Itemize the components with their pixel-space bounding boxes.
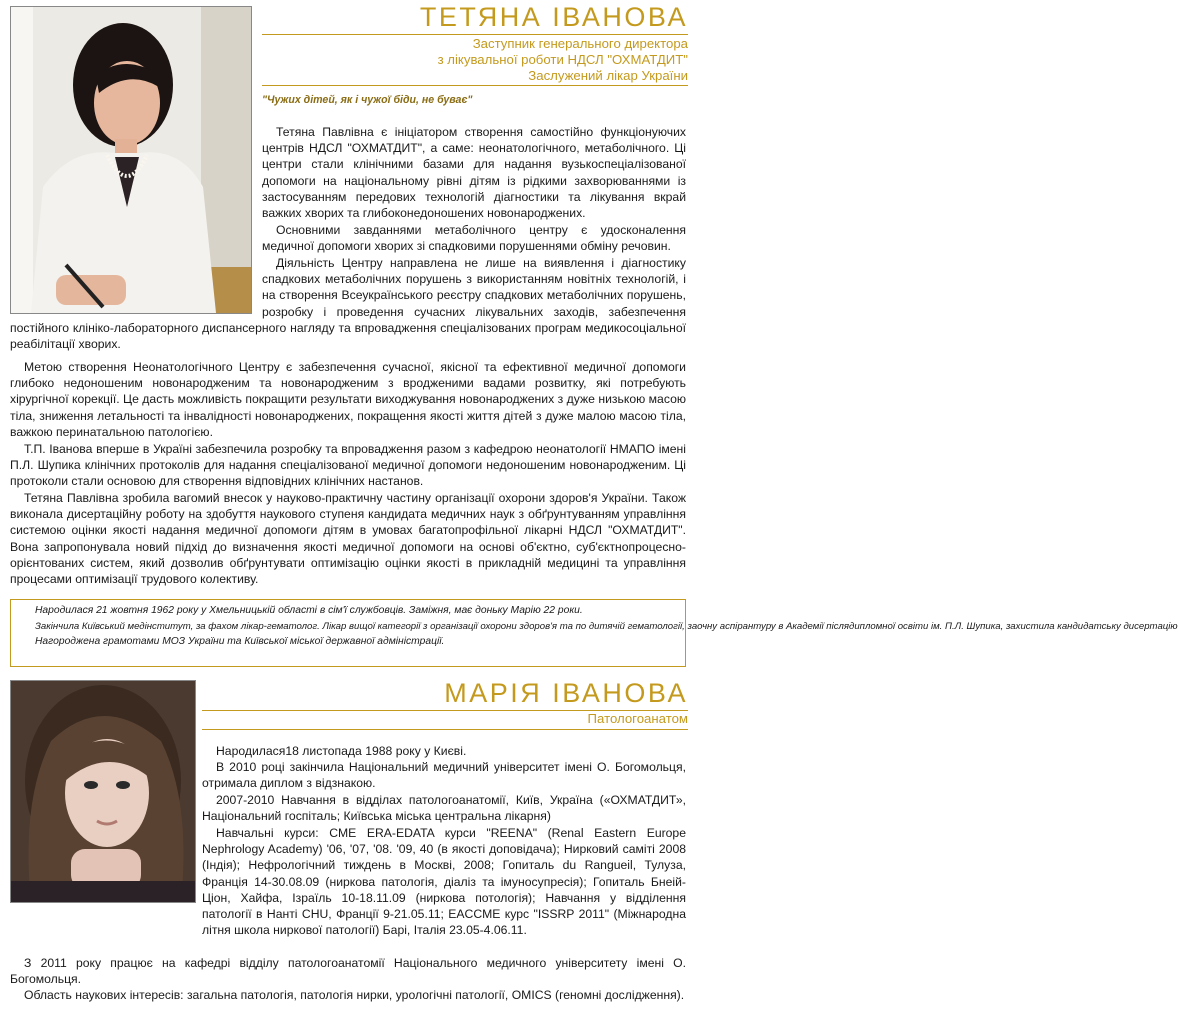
paragraph: 2007-2010 Навчання в відділах патологоанатомії, Київ, Україна («ОХМАТДИТ», Національний госпіталь; Київська міська центральна лікарня) [202, 793, 686, 824]
paragraph: Метою створення Неонатологічного Центру є забезпечення сучасної, якісної та ефективної медичної допомоги глибоко недоношеним новонародженим та новонародженим з вродженими вадами розвитку, які потребують хірургічної корекції. Це дасть можливість покращити результати виходжування новонароджених з дуже низькою масою тіла, зниження летальності та інвалідності новонароджених, покращення якості життя дітей з дуже малою масою тіла, важкою перинатальною патологією. [10, 360, 686, 439]
paragraph: Тетяна Павлівна є ініціатором створення самостійно функціонуючих центрів НДСЛ "ОХМАТДИТ", а саме: неонатологічного, метаболічного. Ці центри стали клінічними базами для надання вузькоспеціалізованої допомоги на національному рівні дітям із рідкими захворюваннями із застосуванням передових технологій діагностики та лікування вкрай важких хворих та глибоконедоношених новонароджених. [262, 125, 686, 221]
person-name: МАРІЯ ІВАНОВА [444, 678, 688, 708]
subtitle-line: Заслужений лікар України [528, 68, 688, 83]
bio-line: Нагороджена грамотами МОЗ України та Київської міської державної адміністрації. [35, 636, 445, 648]
paragraph: Навчальні курси: CME ERA-EDATA курси "REENA" (Renal Eastern Europe Nephrology Academy) '06, '07, '08. '09, 40 (в якості доповідача); Нирковий саміті 2008 (Індія); Нефрологічний тиждень в Москві, 2008; Гопиталь du Rangueil, Тулуза, Франція 14-30.08.09 (ниркова патологія, діаліз та імуносупресія); Гопиталь Бнеій-Ціон, Хайфа, Ізраїль 10-18.11.09 (ниркова потологія); Навчання у відділення патології в Нанті CHU, Франції 9-21.05.11; EACCME курс "ISSRP 2011" (Міжнародна літня школа ниркової патології) Барі, Італія 23.05-4.06.11. [202, 826, 686, 938]
bio-line: Народилася 21 жовтня 1962 року у Хмельницькій області в сім'ї службовців. Заміжня, має доньку Марію 22 роки. [35, 605, 583, 616]
motto-quote: "Чужих дітей, як і чужої біди, не буває" [262, 94, 473, 106]
biography-box [10, 599, 1178, 667]
subtitle-underline [202, 729, 688, 730]
paragraph-wrap: Діяльність Центру направлена не лише на виявлення і діагностику спадкових метаболічних порушень з використанням новітніх технологій, і на створення Всеукраїнського реєстру спадкових метаболічних порушень, розробку і проведення сучасних лікувальних заходів, забезпечення постійного клініко-лабораторного диспансерного нагляду та впровадження спеціалізованих програм медикосоціальної реабілітації хворих. [10, 256, 686, 352]
paragraph: Область наукових інтересів: загальна патологія, патологія нирки, урологічні патології, OMICS (геномні дослідження). [24, 988, 685, 1002]
subtitle-line: Заступник генерального директора [472, 36, 688, 51]
portrait-photo-maria [10, 680, 196, 903]
paragraph: Т.П. Іванова вперше в Україні забезпечила розробку та впровадження разом з кафедрою неонатології НМАПО імені П.Л. Шупика клінічних протоколів для надання спеціалізованої медичної допомоги недоношеним новонародженим. Ці протоколи стали основою для створення відповідних клінічних настанов. [10, 442, 686, 489]
position-subtitle: Патологоанатом [587, 711, 688, 726]
paragraph: Народилася18 листопада 1988 року у Києві. [216, 744, 467, 758]
subtitle-line: з лікувальної роботи НДСЛ "ОХМАТДИТ" [437, 52, 688, 67]
bio-line: Закінчила Київський медінститут, за фахом лікар-гематолог. Лікар вищої категорії з організації охорони здоров'я та по дитячій гематології, заочну аспірантуру в Академії післядипломної освіти ім. П.Л. Шупика, захистила кандидатську дисертацію [35, 620, 1178, 632]
subtitle-underline [262, 85, 688, 86]
paragraph: З 2011 року працює на кафедрі відділу патологоанатомії Національного медичного університету імені О. Богомольця. [10, 956, 686, 987]
title-underline [262, 34, 688, 35]
position-subtitle [438, 36, 688, 84]
paragraph: Основними завданнями метаболічного центру є удосконалення медичної допомоги хворих зі спадковими порушеннями обміну речовин. [262, 223, 686, 254]
person-name: ТЕТЯНА ІВАНОВА [419, 2, 688, 32]
paragraph: В 2010 році закінчила Національний медичний університет імені О. Богомольця, отримала диплом з відзнакою. [202, 760, 686, 791]
paragraph: Тетяна Павлівна зробила вагомий внесок у науково-практичну частину організації охорони здоров'я України. Також виконала дисертаційну роботу на здобуття наукового ступеня кандидата медичних наук з обґрунтуванням управління системою оцінки якості надання медичної допомоги дітям в умовах багатопрофільної лікарні НДСЛ "ОХМАТДИТ". Вона запропонувала новий підхід до визначення якості медичної допомоги на основі об'єктно, суб'єктнопроцесно-орієнтованих систем, який дозволив обґрунтувати оптимізацію оцінки якості в прикладній медицині та управління процесами оптимізації трудового колективу. [10, 491, 686, 587]
